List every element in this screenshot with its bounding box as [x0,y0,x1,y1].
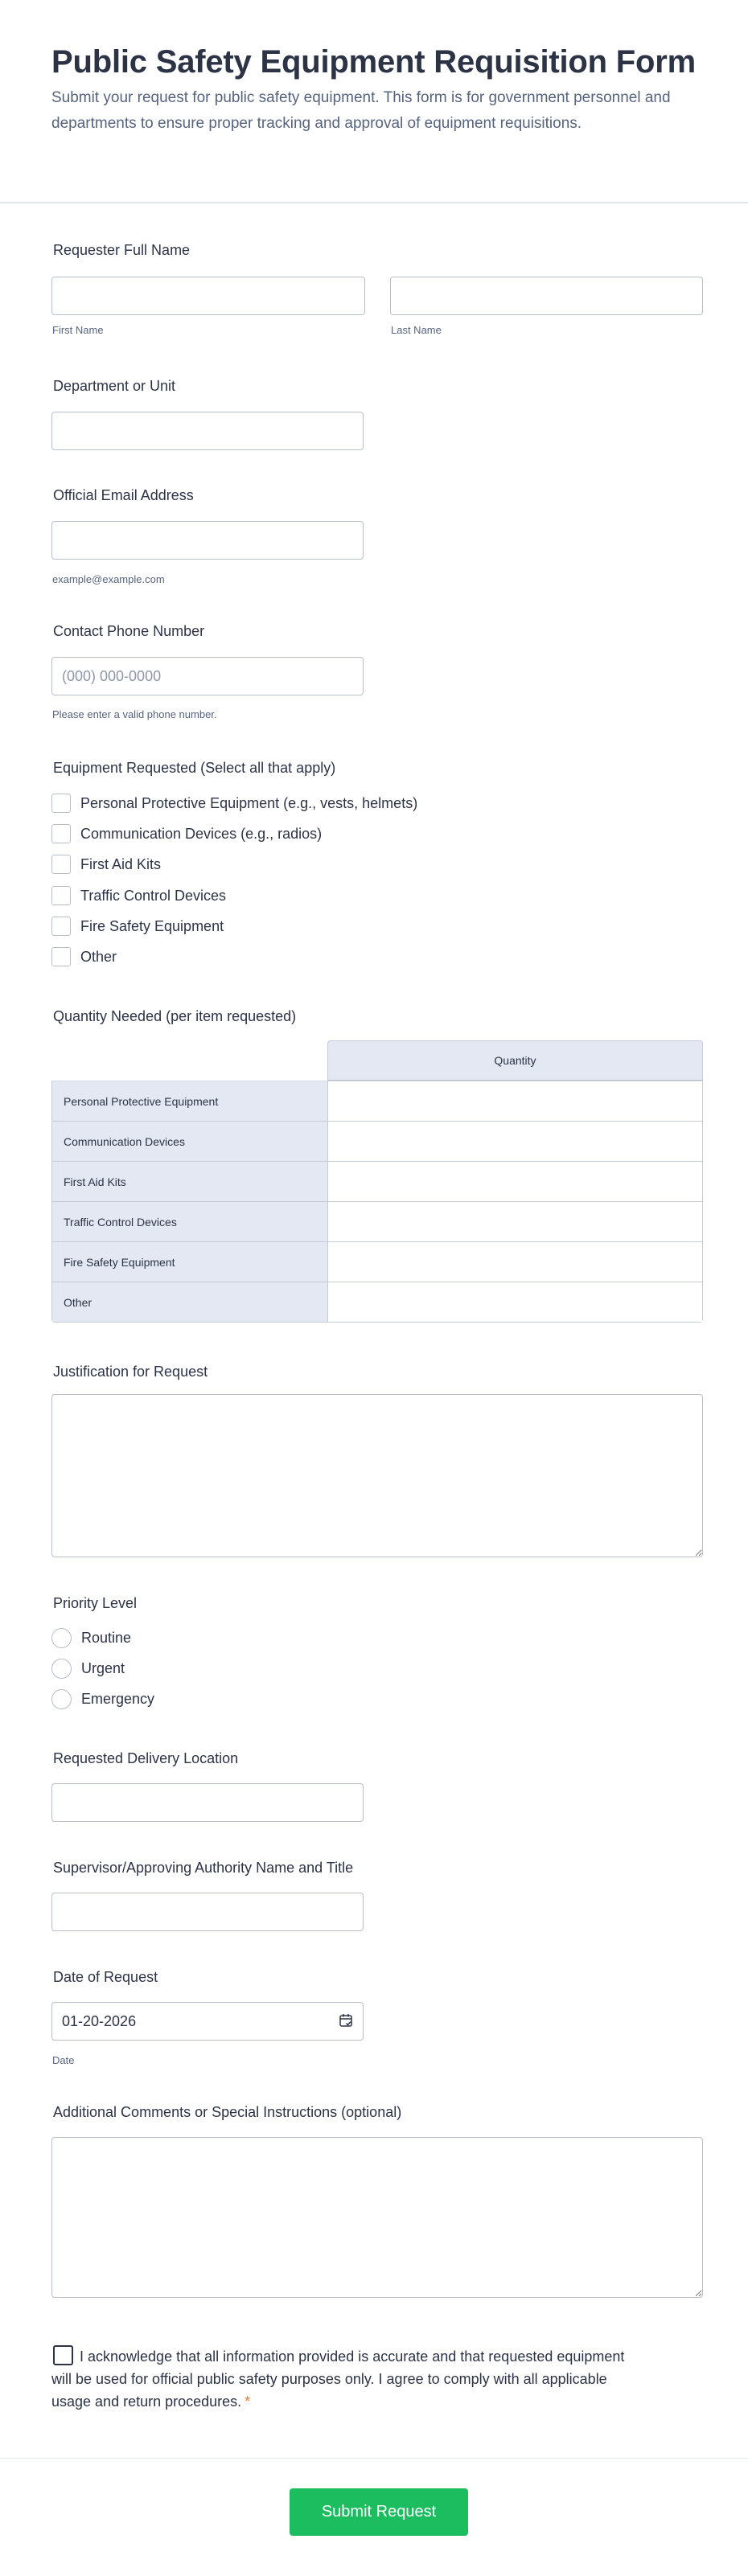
page-title: Public Safety Equipment Requisition Form [51,44,696,80]
option-label: Urgent [81,1659,125,1676]
checkbox[interactable] [51,917,71,936]
equipment-option-other[interactable] [51,946,117,967]
acknowledgement-checkbox[interactable] [53,2345,73,2365]
date-field [51,2002,364,2041]
row-label: Fire Safety Equipment [52,1242,328,1282]
radio-button[interactable] [51,1689,72,1709]
matrix-column-header: Quantity [327,1040,703,1081]
row-label: Traffic Control Devices [52,1202,328,1241]
quantity-cell[interactable] [328,1081,702,1121]
quantity-cell[interactable] [328,1202,702,1241]
date-label: Date of Request [53,1969,158,1985]
delivery-location-input[interactable] [51,1783,364,1822]
table-row [52,1241,702,1282]
email-sublabel: example@example.com [52,573,165,585]
last-name-input[interactable] [390,277,703,315]
email-input[interactable] [51,521,364,560]
quantity-cell[interactable] [328,1282,702,1322]
last-name-sublabel: Last Name [391,324,442,336]
quantity-input-first-aid[interactable] [328,1162,702,1201]
quantity-input-other[interactable] [328,1282,702,1322]
date-sublabel: Date [52,2054,75,2066]
phone-label: Contact Phone Number [53,623,205,639]
checkbox[interactable] [51,947,71,966]
priority-option-emergency[interactable] [51,1688,154,1709]
calendar-check-icon[interactable] [338,2012,354,2028]
delivery-location-label: Requested Delivery Location [53,1750,239,1766]
equipment-option-traffic-control[interactable] [51,885,226,906]
equipment-option-fire-safety[interactable] [51,916,224,937]
quantity-cell[interactable] [328,1122,702,1161]
comments-label: Additional Comments or Special Instructions (optional) [53,2104,402,2120]
row-label: Personal Protective Equipment [52,1081,328,1121]
equipment-label: Equipment Requested (Select all that apply) [53,760,336,776]
quantity-input-fire-safety[interactable] [328,1242,702,1282]
table-row [52,1282,702,1322]
option-label: Traffic Control Devices [80,887,227,904]
header-divider [0,202,748,203]
page-subtitle: Submit your request for public safety equipment. This form is for government personnel and departments to ensure proper tracking and approval of equipment requisitions. [51,89,671,132]
row-label: First Aid Kits [52,1162,328,1201]
option-label: Other [80,948,117,965]
email-label: Official Email Address [53,487,194,503]
quantity-cell[interactable] [328,1242,702,1282]
priority-option-routine[interactable] [51,1627,131,1648]
first-name-sublabel: First Name [52,324,104,336]
justification-label: Justification for Request [53,1364,208,1380]
priority-option-urgent[interactable] [51,1658,125,1679]
quantity-label: Quantity Needed (per item requested) [53,1008,297,1024]
supervisor-input[interactable] [51,1893,364,1931]
option-label: Routine [81,1629,132,1646]
equipment-option-ppe[interactable] [51,793,417,814]
radio-button[interactable] [51,1659,72,1679]
checkbox[interactable] [51,855,71,874]
option-label: First Aid Kits [80,855,162,872]
row-label: Communication Devices [52,1122,328,1161]
equipment-option-communication[interactable] [51,823,322,844]
acknowledgement [51,2345,631,2413]
table-row [52,1081,702,1121]
radio-button[interactable] [51,1628,72,1648]
table-row [52,1161,702,1201]
table-row [52,1201,702,1241]
quantity-cell[interactable] [328,1162,702,1201]
quantity-input-ppe[interactable] [328,1081,702,1121]
quantity-input-traffic-control[interactable] [328,1202,702,1241]
submit-button[interactable]: Submit Request [290,2488,468,2536]
full-name-label: Requester Full Name [53,242,191,258]
footer-divider [0,2458,748,2459]
justification-textarea[interactable] [51,1394,703,1557]
quantity-matrix [51,1081,703,1323]
table-row [52,1121,702,1161]
checkbox[interactable] [51,794,71,813]
required-mark: * [245,2393,251,2410]
option-label: Personal Protective Equipment (e.g., vests, helmets) [80,794,418,811]
supervisor-label: Supervisor/Approving Authority Name and Title [53,1860,354,1876]
checkbox[interactable] [51,886,71,905]
option-label: Emergency [81,1690,155,1707]
row-label: Other [52,1282,328,1322]
date-input[interactable] [51,2002,364,2041]
phone-sublabel: Please enter a valid phone number. [52,708,217,720]
quantity-input-communication[interactable] [328,1122,702,1161]
checkbox[interactable] [51,824,71,843]
first-name-input[interactable] [51,277,365,315]
priority-label: Priority Level [53,1595,138,1611]
department-label: Department or Unit [53,378,176,394]
phone-input[interactable] [51,657,364,695]
option-label: Fire Safety Equipment [80,917,224,934]
acknowledgement-text: I acknowledge that all information provided is accurate and that requested equipment will be used for official public safety purposes only. I agree to comply with all applicable usage and return procedures. [51,2348,625,2410]
option-label: Communication Devices (e.g., radios) [80,825,323,842]
department-input[interactable] [51,412,364,450]
equipment-option-first-aid[interactable] [51,854,161,875]
comments-textarea[interactable] [51,2137,703,2298]
